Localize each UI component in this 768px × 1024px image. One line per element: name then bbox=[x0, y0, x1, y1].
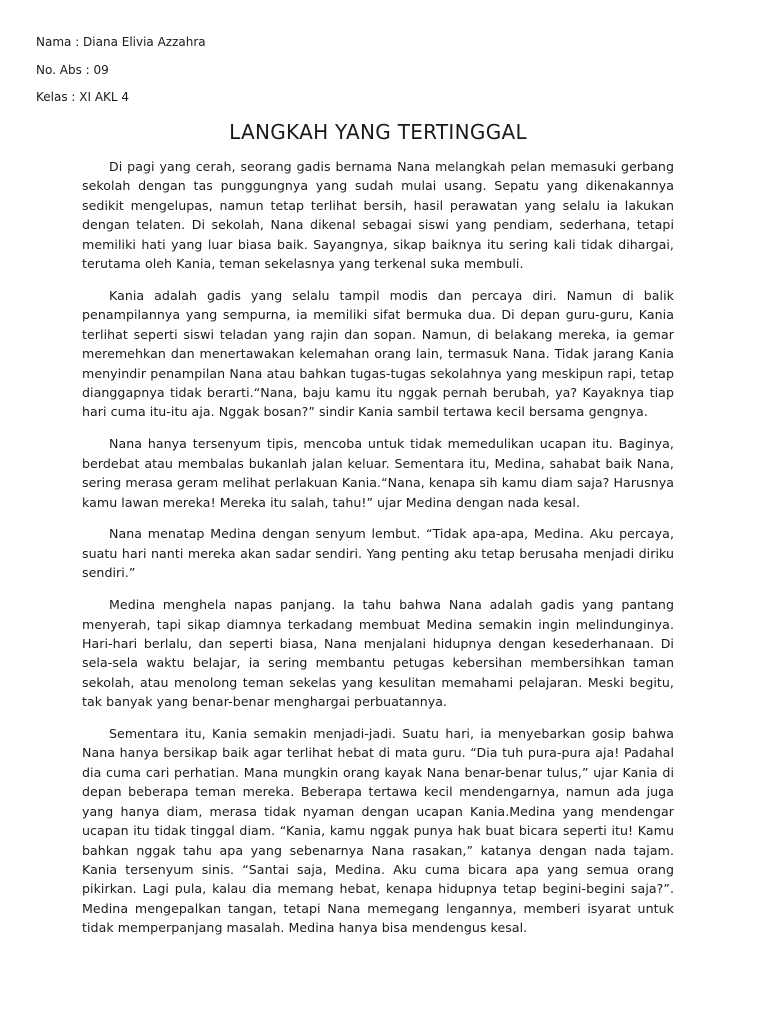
paragraph-4: Nana menatap Medina dengan senyum lembut. “Tidak apa-apa, Medina. Aku percaya, suatu hari nanti mereka akan sadar sendiri. Yang penting aku tetap berusaha menjadi diriku sendiri.” bbox=[82, 526, 674, 581]
paragraph-5: Medina menghela napas panjang. Ia tahu bahwa Nana adalah gadis yang pantang menyerah, tapi sikap diamnya terkadang membuat Medina semakin ingin melindunginya. Hari-hari berlalu, dan seperti biasa, Nana menjalani hidupnya dengan kesederhanaan. Di sela-sela waktu belajar, ia sering membantu petugas kebersihan membersihkan taman sekolah, atau menolong teman sekelas yang kesulitan memahami pelajaran. Meski begitu, tak banyak yang benar-benar menghargai perbuatannya. bbox=[82, 597, 674, 710]
student-class-line: Kelas : XI AKL 4 bbox=[36, 90, 130, 104]
paragraph-6: Sementara itu, Kania semakin menjadi-jadi. Suatu hari, ia menyebarkan gosip bahwa Nana hanya bersikap baik agar terlihat hebat di mata guru. “Dia tuh pura-pura aja! Padahal dia cuma cari perhatian. Mana mungkin orang kayak Nana benar-benar tulus,” ujar Kania di depan beberapa teman mereka. Beberapa tertawa kecil mendengarnya, namun ada juga yang hanya diam, merasa tidak nyaman dengan ucapan Kania.Medina yang mendengar ucapan itu tidak tinggal diam. “Kania, kamu nggak punya hak buat bicara seperti itu! Kamu bahkan nggak tahu apa yang sebenarnya Nana rasakan,” katanya dengan nada tajam. Kania tersenyum sinis. “Santai saja, Medina. Aku cuma bicara apa yang semua orang pikirkan. Lagi pula, kalau dia memang hebat, kenapa hidupnya tetap begini-begini saja?”. Medina mengepalkan tangan, tetapi Nana memegang lengannya, memberi isyarat untuk tidak memperpanjang masalah. Medina hanya bisa mendengus kesal. bbox=[82, 726, 674, 936]
student-name-line: Nama : Diana Elivia Azzahra bbox=[36, 35, 206, 49]
story-title: LANGKAH YANG TERTINGGAL bbox=[229, 120, 527, 144]
paragraph-3: Nana hanya tersenyum tipis, mencoba untuk tidak memedulikan ucapan itu. Baginya, berdebat atau membalas bukanlah jalan keluar. Sementara itu, Medina, sahabat baik Nana, sering merasa geram melihat perlakuan Kania.“Nana, kenapa sih kamu diam saja? Harusnya kamu lawan mereka! Mereka itu salah, tahu!” ujar Medina dengan nada kesal. bbox=[82, 436, 674, 510]
paragraph-1: Di pagi yang cerah, seorang gadis bernama Nana melangkah pelan memasuki gerbang sekolah dengan tas punggungnya yang sudah mulai usang. Sepatu yang dikenakannya sedikit mengelupas, namun tetap terlihat bersih, hasil perawatan yang selalu ia lakukan dengan telaten. Di sekolah, Nana dikenal sebagai siswi yang pendiam, sederhana, tetapi memiliki hati yang luar biasa baik. Sayangnya, sikap baiknya itu sering kali tidak dihargai, terutama oleh Kania, teman sekelasnya yang terkenal suka membuli. bbox=[82, 159, 674, 272]
student-number-line: No. Abs : 09 bbox=[36, 63, 109, 77]
paragraph-2: Kania adalah gadis yang selalu tampil modis dan percaya diri. Namun di balik penampilannya yang sempurna, ia memiliki sifat bermuka dua. Di depan guru-guru, Kania terlihat seperti siswi teladan yang rajin dan sopan. Namun, di belakang mereka, ia gemar meremehkan dan menertawakan kelemahan orang lain, termasuk Nana. Tidak jarang Kania menyindir penampilan Nana atau bahkan tugas-tugas sekolahnya yang meskipun rapi, tetap dianggapnya tidak berarti.“Nana, baju kamu itu nggak pernah berubah, ya? Kayaknya tiap hari cuma itu-itu aja. Nggak bosan?” sindir Kania sambil tertawa kecil bersama gengnya. bbox=[82, 287, 674, 420]
story-body bbox=[82, 157, 674, 950]
